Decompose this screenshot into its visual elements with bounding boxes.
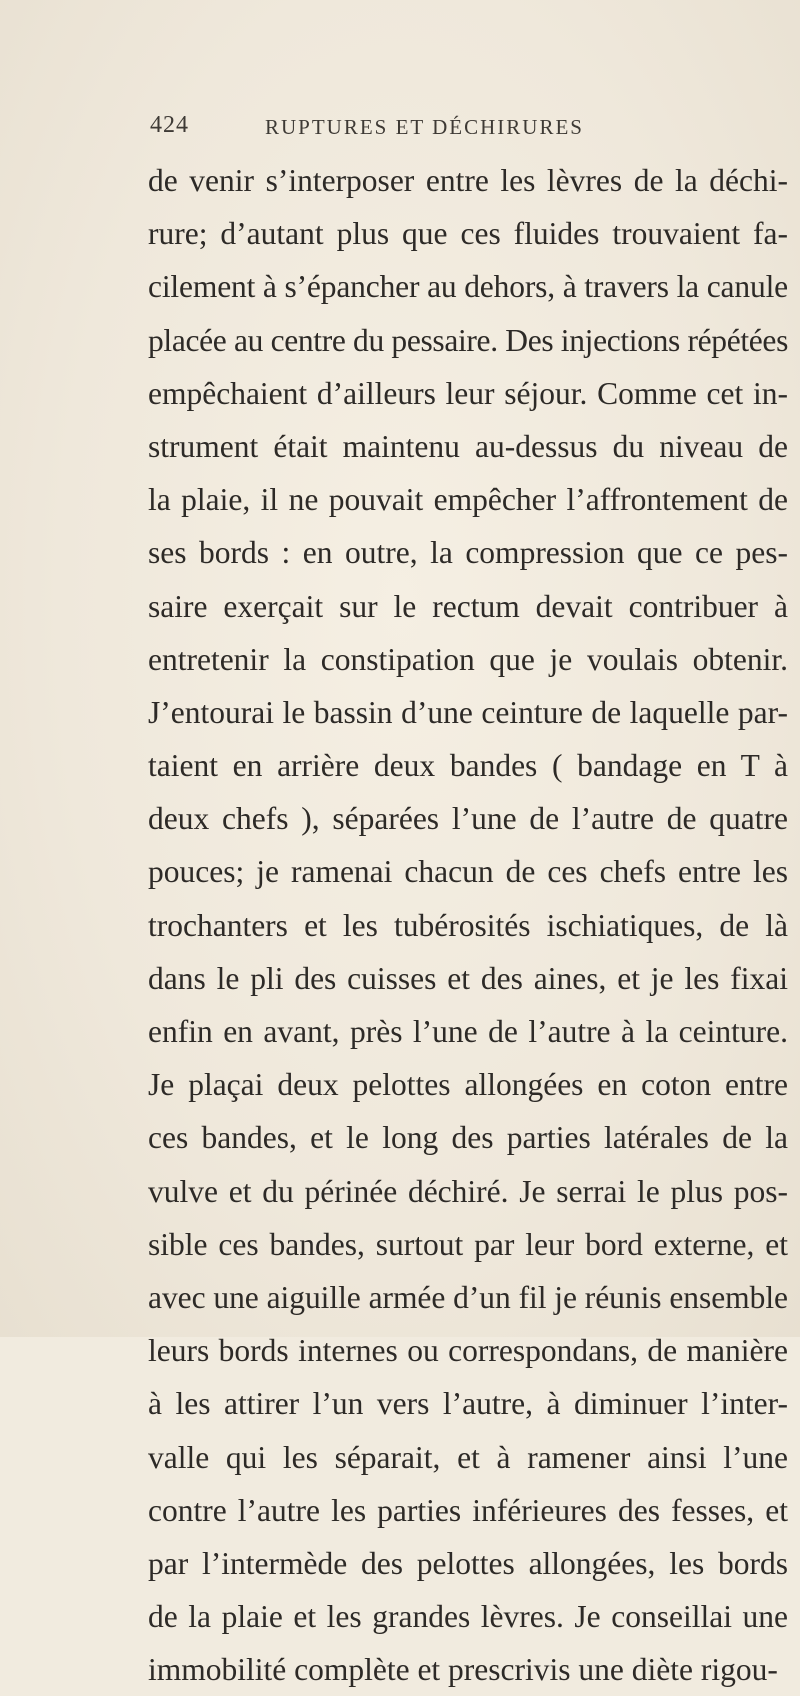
text-line: taient en arrière deux bandes ( bandage en T à xyxy=(148,748,788,784)
text-line: placée au centre du pessaire. Des injections répétées xyxy=(148,322,788,358)
text-line: empêchaient d’ailleurs leur séjour. Comme cet in- xyxy=(148,375,788,411)
body-text xyxy=(148,154,788,1696)
text-line: sible ces bandes, surtout par leur bord externe, et xyxy=(148,1226,788,1262)
text-line: valle qui les séparait, et à ramener ainsi l’une xyxy=(148,1439,788,1475)
text-line: avec une aiguille armée d’un fil je réunis ensemble xyxy=(148,1279,788,1315)
text-line: entretenir la constipation que je voulais obtenir. xyxy=(148,641,788,677)
text-line: la plaie, il ne pouvait empêcher l’affrontement de xyxy=(148,482,788,518)
text-line: immobilité complète et prescrivis une diète rigou- xyxy=(148,1652,778,1688)
page-number: 424 xyxy=(150,112,189,138)
running-title: RUPTURES ET DÉCHIRURES xyxy=(265,115,584,139)
text-line: J’entourai le bassin d’une ceinture de laquelle par- xyxy=(148,694,788,730)
text-line: de la plaie et les grandes lèvres. Je conseillai une xyxy=(148,1599,788,1635)
text-line: trochanters et les tubérosités ischiatiques, de là xyxy=(148,907,788,943)
text-line: Je plaçai deux pelottes allongées en coton entre xyxy=(148,1067,788,1103)
text-line: pouces; je ramenai chacun de ces chefs entre les xyxy=(148,854,788,890)
text-line: enfin en avant, près l’une de l’autre à la ceinture. xyxy=(148,1014,788,1049)
text-line: rure; d’autant plus que ces fluides trouvaient fa- xyxy=(148,216,788,252)
text-line: de venir s’interposer entre les lèvres de la déchi- xyxy=(148,163,788,198)
text-line: vulve et du périnée déchiré. Je serrai le plus pos- xyxy=(148,1173,788,1209)
text-line: saire exerçait sur le rectum devait contribuer à xyxy=(148,588,788,624)
text-line: cilement à s’épancher au dehors, à travers la canule xyxy=(148,269,788,305)
text-line: deux chefs ), séparées l’une de l’autre de quatre xyxy=(148,801,788,837)
text-line: par l’intermède des pelottes allongées, les bords xyxy=(148,1545,788,1581)
text-line: à les attirer l’un vers l’autre, à diminuer l’inter- xyxy=(148,1386,788,1422)
text-line: dans le pli des cuisses et des aines, et je les fixai xyxy=(148,960,788,996)
text-line: ses bords : en outre, la compression que ce pes- xyxy=(148,535,788,571)
text-line: ces bandes, et le long des parties latérales de la xyxy=(148,1120,788,1156)
text-line: strument était maintenu au-dessus du niveau de xyxy=(148,428,788,464)
running-head xyxy=(150,112,750,146)
text-line: contre l’autre les parties inférieures des fesses, et xyxy=(148,1492,788,1528)
text-line: leurs bords internes ou correspondans, de manière xyxy=(148,1333,788,1369)
